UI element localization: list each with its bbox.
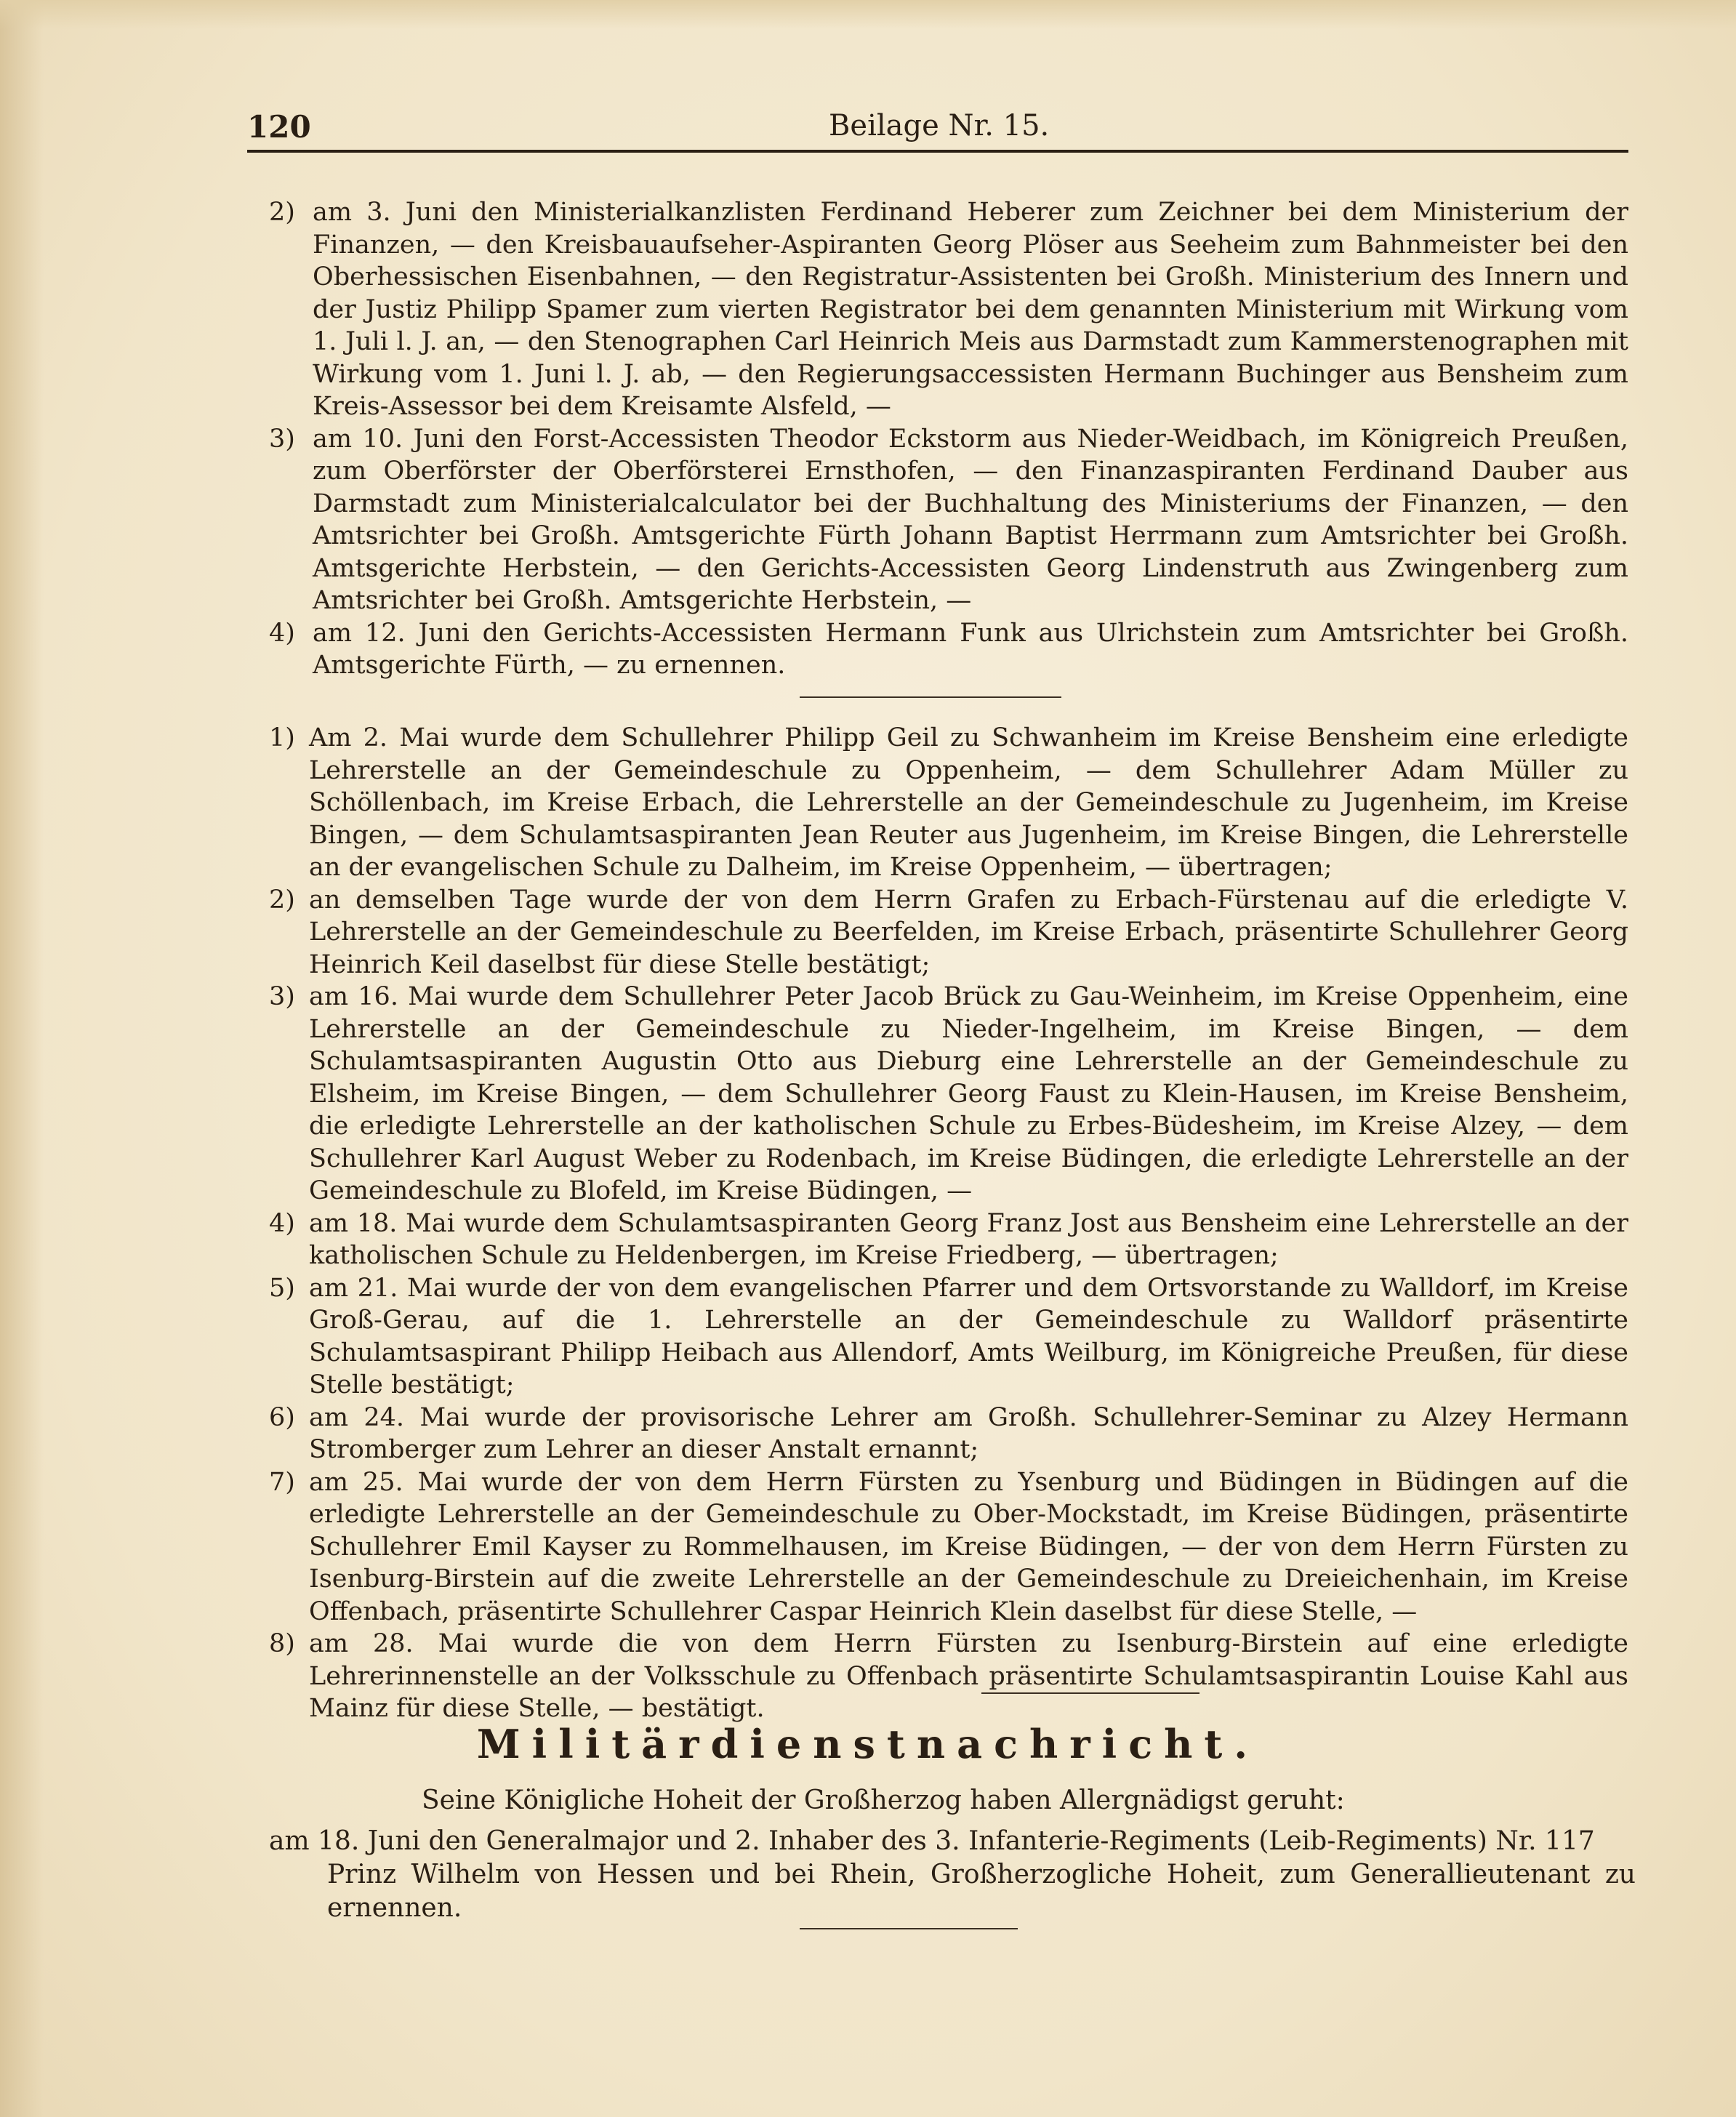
military-heading: Militärdienstnachricht. — [476, 1721, 1260, 1767]
item-number: 1) — [269, 723, 295, 752]
military-notice — [269, 1825, 1636, 1925]
item-text: am 10. Juni den Forst-Accessisten Theodor Eckstorm aus Nieder-Weidbach, im Königreich Preußen, zum Oberförster der Oberförsterei Ernsthofen, — den Finanzaspiranten Ferdinand Dauber aus Darmstadt zum Ministerialcalculator bei der Buchhaltung des Ministeriums der Finanzen, — den Amtsrichter bei Großh. Amtsgerichte Fürth Johann Baptist Herrmann zum Amtsrichter bei Großh. Amtsgerichte Herbstein, — den Gerichts-Accessisten Georg Lindenstruth aus Zwingenberg zum Amtsrichter bei Großh. Amtsgerichte Herbstein, — — [313, 424, 1628, 615]
list-item — [269, 196, 1628, 423]
list-item — [269, 1466, 1628, 1628]
list-item — [269, 981, 1628, 1208]
item-text: am 21. Mai wurde der von dem evangelischen Pfarrer und dem Ortsvorstande zu Walldorf, im Kreise Groß-Gerau, auf die 1. Lehrerstelle an der Gemeindeschule zu Walldorf präsentirte Schulamtsaspirant Philipp Heibach aus Allendorf, Amts Weilburg, im Königreiche Preußen, für diese Stelle bestätigt; — [309, 1273, 1628, 1399]
item-number: 7) — [269, 1467, 295, 1497]
item-text: Am 2. Mai wurde dem Schullehrer Philipp Geil zu Schwanheim im Kreise Bensheim eine erledigte Lehrerstelle an der Gemeindeschule zu Oppenheim, — dem Schullehrer Adam Müller zu Schöllenbach, im Kreise Erbach, die Lehrerstelle an der Gemeindeschule zu Jugenheim, im Kreise Bingen, — dem Schulamtsaspiranten Jean Reuter aus Jugenheim, im Kreise Bingen, die Lehrerstelle an der evangelischen Schule zu Dalheim, im Kreise Oppenheim, — übertragen; — [309, 723, 1628, 882]
running-title: Beilage Nr. 15. — [829, 109, 1050, 142]
item-text: am 25. Mai wurde der von dem Herrn Fürsten zu Ysenburg und Büdingen in Büdingen auf die erledigte Lehrerstelle an der Gemeindeschule zu Ober-Mockstadt, im Kreise Büdingen, präsentirte Schullehrer Emil Kayser zu Rommelhausen, im Kreise Büdingen, — der von dem Herrn Fürsten zu Isenburg-Birstein auf die zweite Lehrerstelle an der Gemeindeschule zu Dreieichenhain, im Kreise Offenbach, präsentirte Schullehrer Caspar Heinrich Klein daselbst für diese Stelle, — — [309, 1467, 1628, 1626]
item-text: am 24. Mai wurde der provisorische Lehrer am Großh. Schullehrer-Seminar zu Alzey Hermann Stromberger zum Lehrer an dieser Anstalt ernannt; — [309, 1402, 1628, 1464]
item-text: am 3. Juni den Ministerialkanzlisten Ferdinand Heberer zum Zeichner bei dem Ministerium der Finanzen, — den Kreisbauaufseher-Aspiranten Georg Plöser aus Seeheim zum Bahnmeister bei den Oberhessischen Eisenbahnen, — den Registratur-Assistenten bei Großh. Ministerium des Innern und der Justiz Philipp Spamer zum vierten Registrator bei dem genannten Ministerium mit Wirkung vom 1. Juli l. J. an, — den Stenographen Carl Heinrich Meis aus Darmstadt zum Kammerstenographen mit Wirkung vom 1. Juni l. J. ab, — den Regierungsaccessisten Hermann Buchinger aus Bensheim zum Kreis-Assessor bei dem Kreisamte Alsfeld, — — [313, 198, 1628, 421]
list-item — [269, 423, 1628, 617]
section-divider — [800, 696, 1061, 698]
item-number: 6) — [269, 1402, 295, 1432]
item-number: 2) — [269, 198, 295, 227]
list-item — [269, 1272, 1628, 1402]
list-item — [269, 884, 1628, 981]
teacher-appointments-list — [269, 722, 1628, 1725]
page-number: 120 — [247, 109, 311, 145]
page-edge-shadow — [0, 0, 44, 2117]
page-top-shadow — [0, 0, 1736, 29]
section-divider — [981, 1692, 1199, 1694]
item-number: 8) — [269, 1629, 295, 1658]
item-number: 3) — [269, 424, 295, 454]
list-item — [269, 617, 1628, 682]
closing-divider — [800, 1928, 1018, 1929]
item-text: am 16. Mai wurde dem Schullehrer Peter Jacob Brück zu Gau-Weinheim, im Kreise Oppenheim, eine Lehrerstelle an der Gemeindeschule zu Nieder-Ingelheim, im Kreise Bingen, — dem Schulamtsaspiranten Augustin Otto aus Dieburg eine Lehrerstelle an der Gemeindeschule zu Elsheim, im Kreise Bingen, — dem Schullehrer Georg Faust zu Klein-Hausen, im Kreise Bensheim, die erledigte Lehrerstelle an der katholischen Schule zu Erbes-Büdesheim, im Kreise Alzey, — dem Schullehrer Karl August Weber zu Rodenbach, im Kreise Büdingen, die erledigte Lehrerstelle an der Gemeindeschule zu Blofeld, im Kreise Büdingen, — — [309, 982, 1628, 1205]
item-text: an demselben Tage wurde der von dem Herrn Grafen zu Erbach-Fürstenau auf die erledigte V. Lehrerstelle an der Gemeindeschule zu Beerfelden, im Kreise Erbach, präsentirte Schullehrer Georg Heinrich Keil daselbst für diese Stelle bestätigt; — [309, 885, 1628, 979]
list-item — [269, 1628, 1628, 1725]
military-line-2: Prinz Wilhelm von Hessen und bei Rhein, Großherzogliche Hoheit, zum Generallieutenant zu ernennen. — [327, 1860, 1636, 1923]
item-number: 3) — [269, 982, 295, 1011]
list-item — [269, 1402, 1628, 1466]
military-intro: Seine Königliche Hoheit der Großherzog haben Allergnädigst geruht: — [422, 1785, 1345, 1815]
item-text: am 12. Juni den Gerichts-Accessisten Hermann Funk aus Ulrichstein zum Amtsrichter bei Großh. Amtsgerichte Fürth, — zu ernennen. — [313, 618, 1628, 680]
item-number: 4) — [269, 1208, 295, 1238]
appointments-list — [269, 196, 1628, 682]
item-number: 5) — [269, 1273, 295, 1303]
military-line-1: am 18. Juni den Generalmajor und 2. Inhaber des 3. Infanterie-Regiments (Leib-Regiments) Nr. 117 — [269, 1826, 1595, 1856]
list-item — [269, 722, 1628, 884]
item-text: am 18. Mai wurde dem Schulamtsaspiranten Georg Franz Jost aus Bensheim eine Lehrerstelle an der katholischen Schule zu Heldenbergen, im Kreise Friedberg, — übertragen; — [309, 1208, 1628, 1270]
header-rule — [247, 150, 1628, 153]
item-number: 4) — [269, 618, 295, 648]
item-text: am 28. Mai wurde die von dem Herrn Fürsten zu Isenburg-Birstein auf eine erledigte Lehrerinnenstelle an der Volksschule zu Offenbach präsentirte Schulamtsaspirantin Louise Kahl aus Mainz für diese Stelle, — bestätigt. — [309, 1629, 1628, 1723]
item-number: 2) — [269, 885, 295, 915]
page-header — [247, 109, 1628, 153]
list-item — [269, 1208, 1628, 1272]
